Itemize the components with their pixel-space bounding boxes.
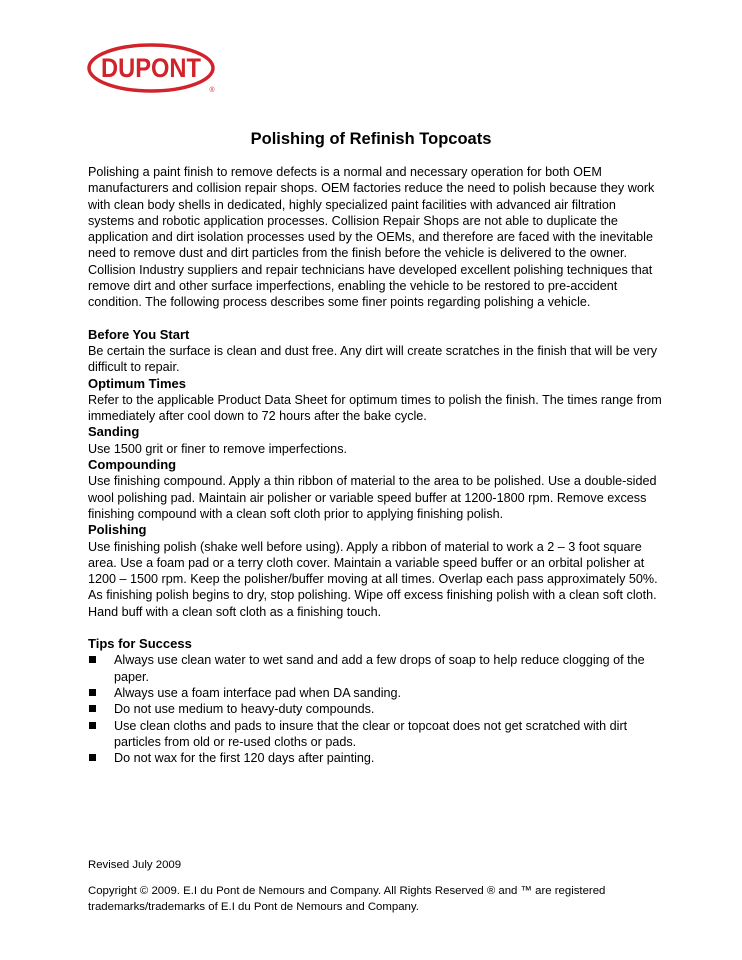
square-bullet-icon <box>89 656 96 663</box>
list-item <box>88 685 663 701</box>
copyright-notice: Copyright © 2009. E.I du Pont de Nemours and Company. All Rights Reserved ® and ™ are registered trademarks/trademarks of E.I du Pont de Nemours and Company. <box>88 885 606 913</box>
section-optimum-times <box>88 376 663 425</box>
section-compounding <box>88 457 663 522</box>
section-text: Be certain the surface is clean and dust free. Any dirt will create scratches in the finish that will be very difficult to repair. <box>88 343 658 375</box>
square-bullet-icon <box>89 705 96 712</box>
list-item <box>88 750 663 766</box>
section-before-you-start <box>88 327 663 376</box>
tip-text: Do not wax for the first 120 days after painting. <box>114 751 375 766</box>
revision-date: Revised July 2009 <box>88 859 182 871</box>
section-polishing <box>88 522 663 620</box>
tips-for-success <box>88 636 663 766</box>
section-heading: Compounding <box>88 457 177 473</box>
section-text: Use finishing compound. Apply a thin ribbon of material to the area to be polished. Use a double-sided wool polishing pad. Maintain air polisher or variable speed buffer at 1200-1800 rpm. Remove excess finishing compound with a clean soft cloth prior to applying finishing polish. <box>88 474 657 521</box>
section-text: Use 1500 grit or finer to remove imperfections. <box>88 441 347 456</box>
tips-list <box>88 652 663 766</box>
square-bullet-icon <box>89 754 96 761</box>
intro-paragraph: Polishing a paint finish to remove defects is a normal and necessary operation for both OEM manufacturers and collision repair shops. OEM factories reduce the need to polish because they work with clean body shells in dedicated, highly specialized paint facilities with advanced air filtration systems and robotic application processes. Collision Repair Shops are not able to duplicate the application and dirt isolation processes used by the OEMs, and therefore are faced with the inevitable need to remove dust and dirt particles from the finish before the vehicle is delivered to the owner. Collision Industry suppliers and repair technicians have developed excellent polishing techniques that remove dirt and other surface imperfections, enabling the vehicle to be restored to pre-accident condition. The following process describes some finer points regarding polishing a vehicle. <box>88 165 655 310</box>
square-bullet-icon <box>89 689 96 696</box>
section-text: Use finishing polish (shake well before using). Apply a ribbon of material to work a 2 – 3 foot square area. Use a foam pad or a terry cloth cover. Maintain a variable speed buffer or an orbital polisher at 1200 – 1500 rpm. Keep the polisher/buffer moving at all times. Overlap each pass approximately 50%. As finishing polish begins to dry, stop polishing. Wipe off excess finishing polish with a clean soft cloth. Hand buff with a clean soft cloth as a finishing touch. <box>88 539 658 619</box>
list-item <box>88 701 663 717</box>
section-heading: Polishing <box>88 522 147 538</box>
logo-wordmark: DUPONT <box>101 53 202 83</box>
tip-text: Use clean cloths and pads to insure that the clear or topcoat does not get scratched with dirt particles from old or re-used cloths or pads. <box>114 718 628 749</box>
section-heading: Sanding <box>88 424 140 440</box>
list-item <box>88 718 663 751</box>
tip-text: Always use a foam interface pad when DA sanding. <box>114 685 402 700</box>
tips-heading: Tips for Success <box>88 636 192 652</box>
dupont-logo <box>87 43 219 95</box>
list-item <box>88 652 663 685</box>
tip-text: Always use clean water to wet sand and add a few drops of soap to help reduce clogging of the paper. <box>114 653 645 684</box>
section-heading: Optimum Times <box>88 375 187 391</box>
tip-text: Do not use medium to heavy-duty compounds. <box>114 702 375 717</box>
section-heading: Before You Start <box>88 326 190 342</box>
section-text: Refer to the applicable Product Data Sheet for optimum times to polish the finish. The times range from immediately after cool down to 72 hours after the bake cycle. <box>88 392 662 424</box>
logo-registered-mark: ® <box>209 87 215 94</box>
page-title: Polishing of Refinish Topcoats <box>250 130 492 148</box>
document-body <box>88 164 663 766</box>
square-bullet-icon <box>89 722 96 729</box>
section-sanding <box>88 424 663 457</box>
